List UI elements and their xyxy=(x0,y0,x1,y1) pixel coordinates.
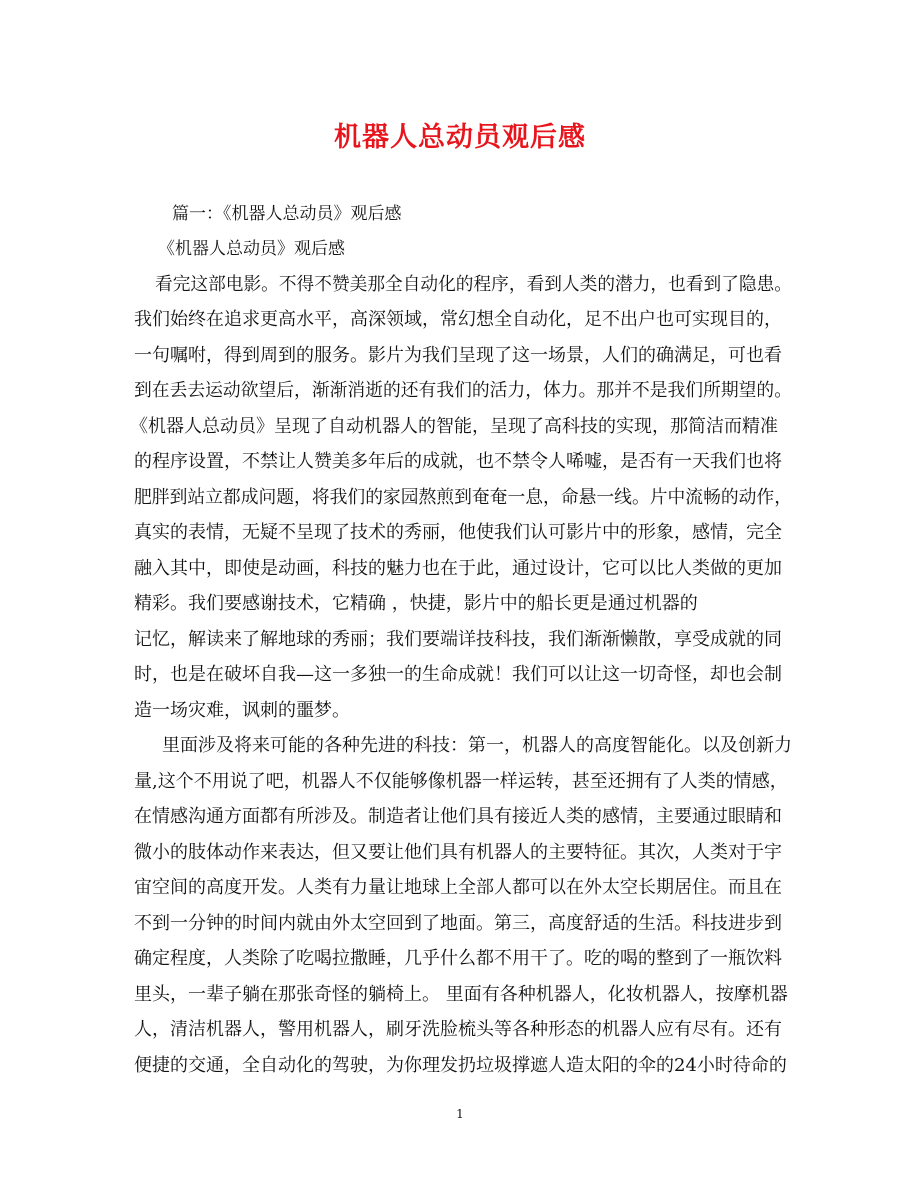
text-line: 人，清洁机器人，警用机器人，刷牙洗脸梳头等各种形态的机器人应有尽有。还有 xyxy=(134,1019,782,1040)
text-line: 里头，一辈子躺在那张奇怪的躺椅上。 里面有各种机器人，化妆机器人，按摩机器 xyxy=(134,984,788,1005)
text-line: 便捷的交通，全自动化的驾驶，为你理发扔垃圾撑遮人造太阳的伞的24小时待命的 xyxy=(134,1055,787,1076)
text-line: 肥胖到站立都成问题，将我们的家园熬煎到奄奄一息，命悬一线。片中流畅的动作， xyxy=(134,487,793,508)
text-line: 时，也是在破坏自我—这一多独一的生命成就！我们可以让这一切奇怪，却也会制 xyxy=(134,664,782,685)
text-line: 《机器人总动员》呈现了自动机器人的智能，呈现了高科技的实现，那简洁而精准 xyxy=(130,416,778,437)
text-line: 的程序设置，不禁让人赞美多年后的成就，也不禁令人唏嘘，是否有一天我们也将 xyxy=(134,451,782,472)
text-line: 宙空间的高度开发。人类有力量让地球上全部人都可以在外太空长期居住。而且在 xyxy=(134,877,782,898)
text-line: 不到一分钟的时间内就由外太空回到了地面。第三，高度舒适的生活。科技进步到 xyxy=(134,913,782,934)
text-line: 到在丢去运动欲望后，渐渐消逝的还有我们的活力，体力。那并不是我们所期望的。 xyxy=(134,380,793,401)
text-line: 看完这部电影。不得不赞美那全自动化的程序，看到人类的潜力，也看到了隐患。 xyxy=(155,274,792,295)
text-line: 精彩。我们要感谢技术，它精确 ，快捷，影片中的船长更是通过机器的 xyxy=(134,593,698,614)
text-line: 造一场灾难，讽刺的噩梦。 xyxy=(134,700,350,721)
text-line: 真实的表情，无疑不呈现了技术的秀丽，他使我们认可影片中的形象，感情，完全 xyxy=(134,522,782,543)
text-line: 一句嘱咐，得到周到的服务。影片为我们呈现了这一场景，人们的确满足，可也看 xyxy=(134,345,782,366)
text-line: 里面涉及将来可能的各种先进的科技：第一，机器人的高度智能化。以及创新力 xyxy=(162,735,792,756)
text-line: 融入其中，即使是动画，科技的魅力也在于此，通过设计，它可以比人类做的更加 xyxy=(134,558,782,579)
page-number: 1 xyxy=(456,1107,464,1121)
text-line: 我们始终在追求更高水平，高深领域，常幻想全自动化，足不出户也可实现目的， xyxy=(134,309,782,330)
text-line: 量,这个不用说了吧，机器人不仅能够像机器一样运转，甚至还拥有了人类的情感， xyxy=(134,771,788,792)
section-heading: 篇一：《机器人总动员》观后感 xyxy=(172,204,402,224)
text-line: 在情感沟通方面都有所涉及。制造者让他们具有接近人类的感情，主要通过眼睛和 xyxy=(134,806,782,827)
document-title: 机器人总动员观后感 xyxy=(334,122,586,153)
subsection-heading: 《机器人总动员》观后感 xyxy=(158,239,345,259)
text-line: 记忆，解读来了解地球的秀丽；我们要端详技科技，我们渐渐懒散，享受成就的同 xyxy=(134,629,782,650)
text-line: 确定程度，人类除了吃喝拉撒睡，几乎什么都不用干了。吃的喝的整到了一瓶饮料 xyxy=(134,948,782,969)
text-line: 微小的肢体动作来表达，但又要让他们具有机器人的主要特征。其次，人类对于宇 xyxy=(134,842,782,863)
